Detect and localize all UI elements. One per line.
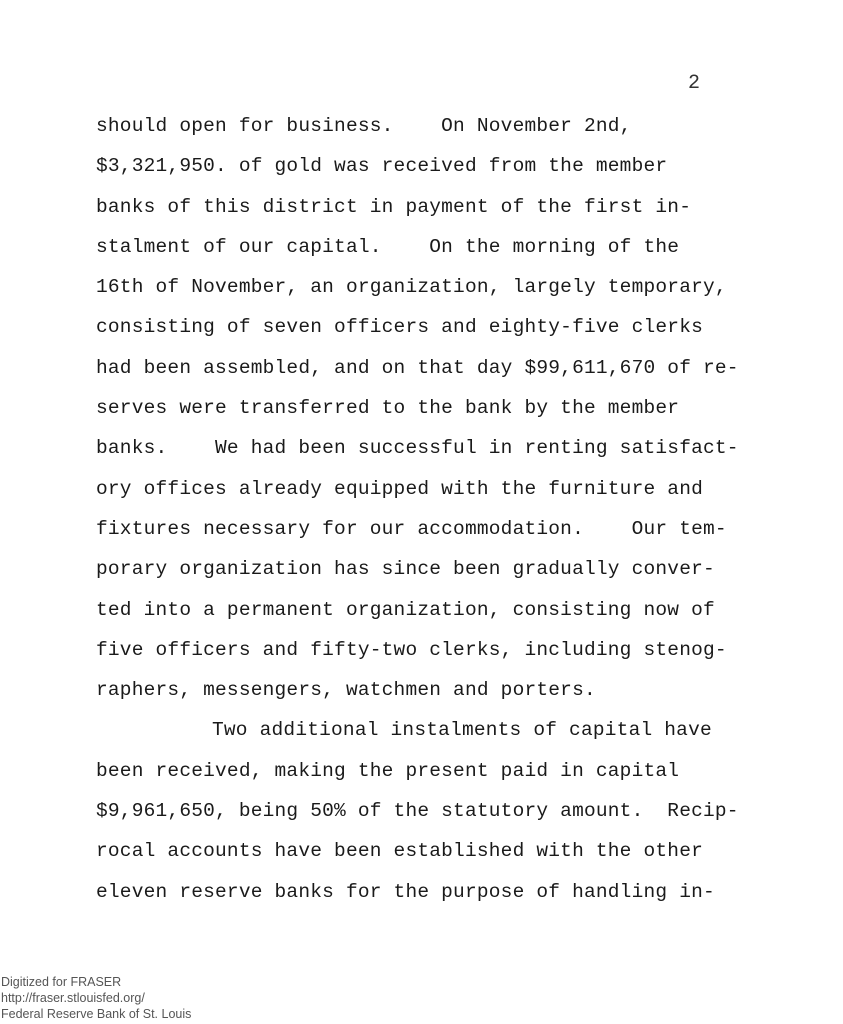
text-line: rocal accounts have been established with the other (96, 840, 703, 863)
text-line: porary organization has since been gradually conver- (96, 558, 715, 581)
text-line: five officers and fifty-two clerks, including stenog- (96, 638, 727, 661)
text-line: ory offices already equipped with the furniture and (96, 477, 703, 500)
text-line: been received, making the present paid in capital (96, 759, 680, 782)
document-body (96, 106, 776, 912)
text-line: banks. We had been successful in renting satisfact- (96, 437, 739, 460)
text-line: consisting of seven officers and eighty-five clerks (96, 316, 703, 339)
text-line: had been assembled, and on that day $99,611,670 of re- (96, 356, 739, 379)
paragraph-start-line: Two additional instalments of capital have (212, 719, 712, 742)
text-line: $3,321,950. of gold was received from the member (96, 155, 668, 178)
fraser-attribution-footer (1, 974, 191, 1022)
footer-url-link[interactable]: http://fraser.stlouisfed.org/ (1, 991, 145, 1005)
text-line: serves were transferred to the bank by the member (96, 397, 680, 420)
text-line: raphers, messengers, watchmen and porters. (96, 679, 596, 702)
text-line: 16th of November, an organization, largely temporary, (96, 276, 727, 299)
text-line: $9,961,650, being 50% of the statutory amount. Recip- (96, 800, 739, 823)
text-line: should open for business. On November 2nd, (96, 115, 632, 137)
text-line: stalment of our capital. On the morning of the (96, 235, 680, 258)
text-line: banks of this district in payment of the first in- (96, 195, 692, 218)
footer-digitized-label: Digitized for FRASER (1, 975, 122, 989)
page-number: 2 (688, 72, 701, 95)
text-line: ted into a permanent organization, consisting now of (96, 598, 715, 621)
text-line: fixtures necessary for our accommodation. Our tem- (96, 517, 727, 540)
text-line: eleven reserve banks for the purpose of handling in- (96, 880, 715, 903)
footer-institution: Federal Reserve Bank of St. Louis (1, 1007, 192, 1021)
